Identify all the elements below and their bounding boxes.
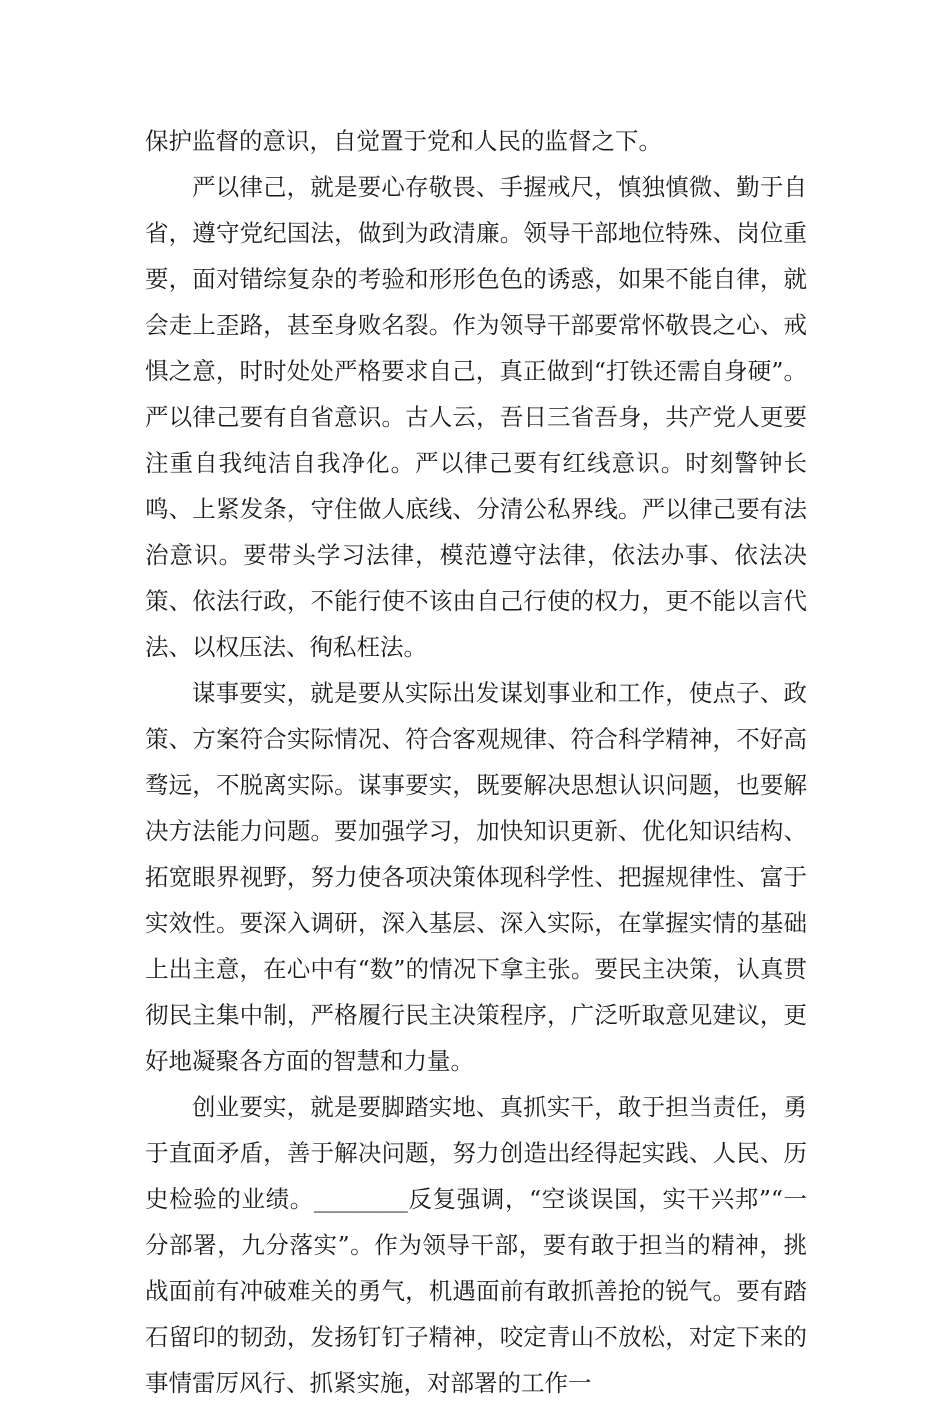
- paragraph-practical-planning: 谋事要实，就是要从实际出发谋划事业和工作，使点子、政策、方案符合实际情况、符合客观规律、符合科学精神，不好高骛远，不脱离实际。谋事要实，既要解决思想认识问题，也要解决方法能力问题。要加强学习，加快知识更新、优化知识结构、拓宽眼界视野，努力使各项决策体现科学性、把握规律性、富于实效性。要深入调研，深入基层、深入实际，在掌握实情的基础上出主意，在心中有“数”的情况下拿主张。要民主决策，认真贯彻民主集中制，严格履行民主决策程序，广泛听取意见建议，更好地凝聚各方面的智慧和力量。: [145, 679, 807, 1075]
- paragraph-monitoring-tail: 保护监督的意识，自觉置于党和人民的监督之下。: [145, 127, 662, 155]
- paragraph-self-discipline: 严以律己，就是要心存敬畏、手握戒尺，慎独慎微、勤于自省，遵守党纪国法，做到为政清廉。领导干部地位特殊、岗位重要，面对错综复杂的考验和形形色色的诱惑，如果不能自律，就会走上歪路，甚至身败名裂。作为领导干部要常怀敬畏之心、戒惧之意，时时处处严格要求自己，真正做到“打铁还需自身硬”。严以律己要有自省意识。古人云，吾日三省吾身，共产党人更要注重自我纯洁自我净化。严以律己要有红线意识。时刻警钟长鸣、上紧发条，守住做人底线、分清公私界线。严以律己要有法治意识。要带头学习法律，模范遵守法律，依法办事、依法决策、依法行政，不能行使不该由自己行使的权力，更不能以言代法、以权压法、徇私枉法。: [145, 173, 807, 661]
- document-page: [145, 118, 807, 1406]
- paragraph-practical-undertaking: 创业要实，就是要脚踏实地、真抓实干，敢于担当责任，勇于直面矛盾，善于解决问题，努力创造出经得起实践、人民、历史检验的业绩。________反复强调，“空谈误国，实干兴邦”“一分部署，九分落实”。作为领导干部，要有敢于担当的精神，挑战面前有冲破难关的勇气，机遇面前有敢抓善抢的锐气。要有踏石留印的韧劲，发扬钉钉子精神，咬定青山不放松，对定下来的事情雷厉风行、抓紧实施，对部署的工作一: [145, 1093, 807, 1397]
